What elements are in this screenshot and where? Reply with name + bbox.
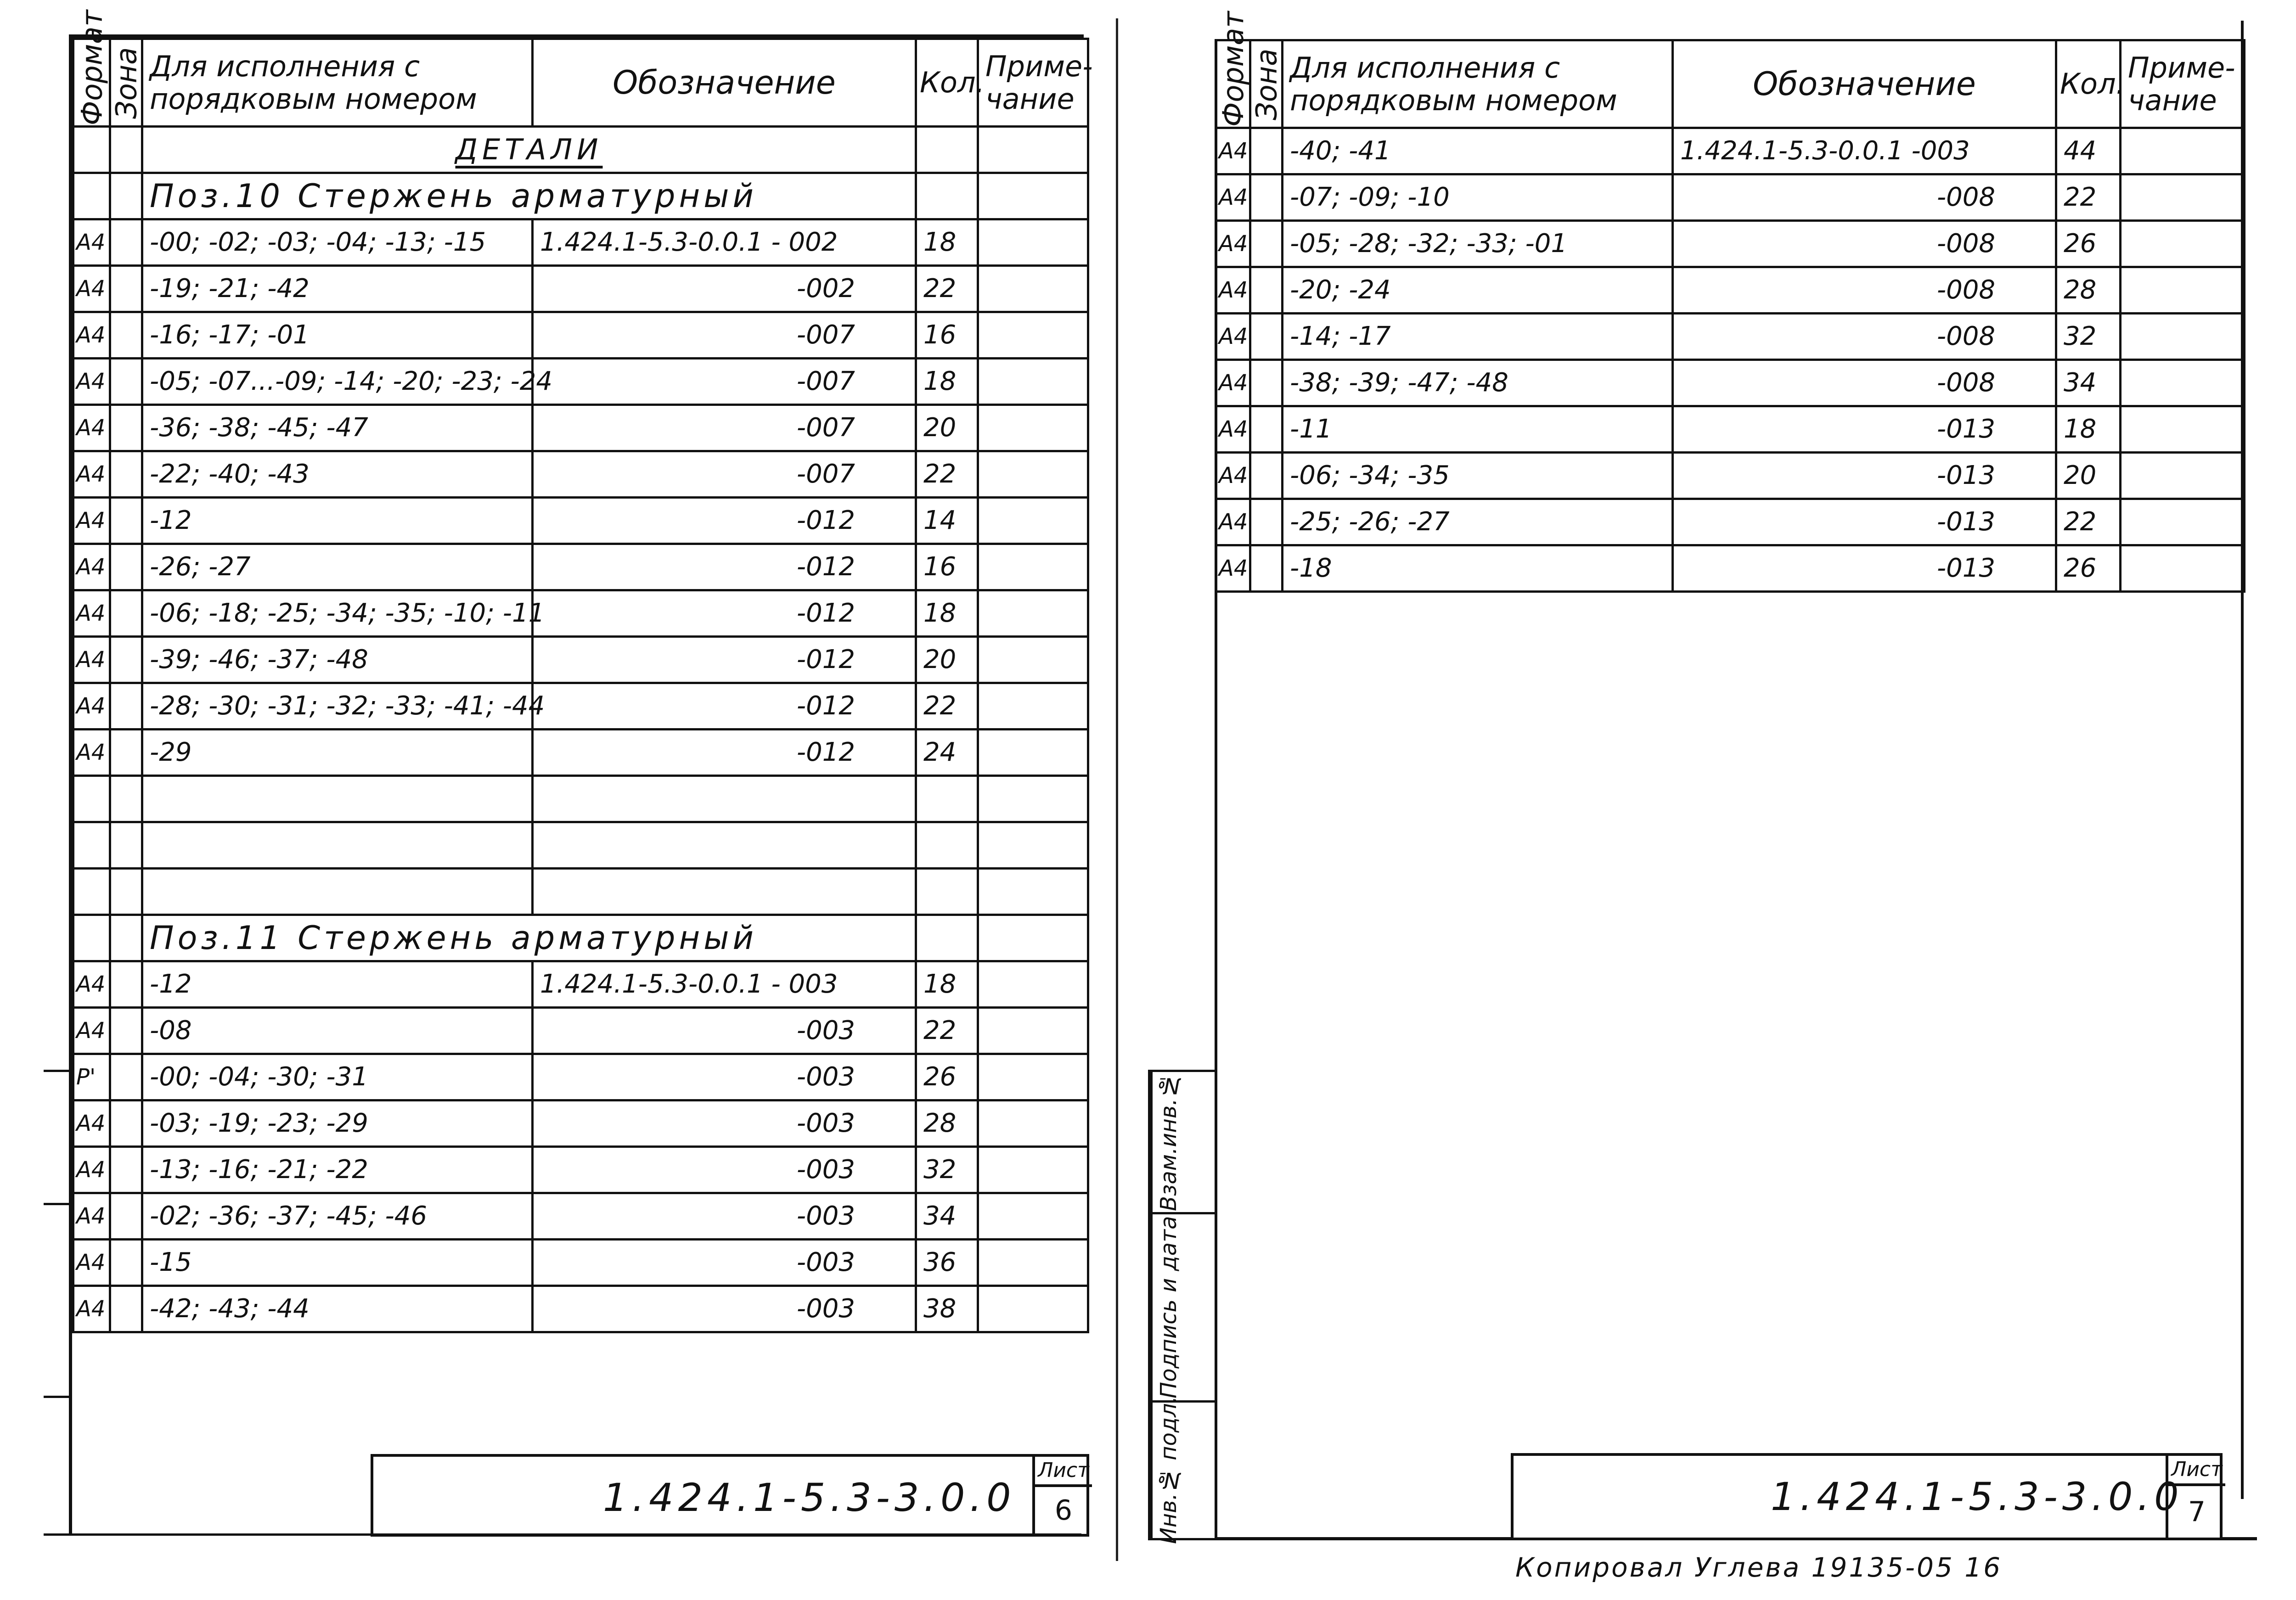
document-code: 1.424.1-5.3-3.0.0: [603, 1475, 1016, 1520]
format-cell: A4: [73, 219, 110, 266]
designation-cell: -012: [533, 590, 916, 637]
designation-cell: -008: [1673, 267, 2056, 314]
format-cell: A4: [1216, 267, 1250, 314]
note-cell: [2121, 499, 2245, 545]
zone-cell: [110, 1054, 142, 1100]
header-designation: Обозначение: [533, 39, 916, 127]
right-margin-sidebar: [1148, 1070, 1217, 1544]
zone-cell: [1250, 453, 1283, 499]
format-cell: A4: [73, 266, 110, 312]
zone-cell: [110, 544, 142, 590]
qty-cell: 26: [916, 1054, 978, 1100]
sheet-number: 6: [1054, 1494, 1073, 1527]
zone-cell: [110, 451, 142, 498]
format-cell: A4: [73, 1147, 110, 1193]
designation-cell: -008: [1673, 360, 2056, 406]
qty-cell: 16: [916, 544, 978, 590]
qty-cell: 18: [916, 590, 978, 637]
note-cell: [978, 590, 1088, 637]
header-note: Приме-чание: [978, 39, 1088, 127]
designation-cell: -008: [1673, 314, 2056, 360]
zone-cell: [1250, 360, 1283, 406]
group1-title: Поз.10 Стержень арматурный: [142, 173, 916, 219]
zone-cell: [1250, 545, 1283, 592]
execution-cell: -18: [1283, 545, 1673, 592]
table-row: [73, 1240, 1088, 1286]
note-cell: [2121, 314, 2245, 360]
zone-cell: [1250, 499, 1283, 545]
designation-cell: -003: [533, 1054, 916, 1100]
table-header-row: [1216, 40, 2245, 128]
zone-cell: [1250, 314, 1283, 360]
execution-cell: -38; -39; -47; -48: [1283, 360, 1673, 406]
format-cell: A4: [1216, 545, 1250, 592]
note-cell: [2121, 406, 2245, 453]
table-row: [73, 219, 1088, 266]
execution-cell: -40; -41: [1283, 128, 1673, 174]
zone-cell: [110, 1100, 142, 1147]
note-cell: [978, 266, 1088, 312]
execution-cell: -28; -30; -31; -32; -33; -41; -44: [142, 683, 533, 730]
format-cell: A4: [73, 1240, 110, 1286]
qty-cell: 22: [916, 451, 978, 498]
qty-cell: 22: [916, 266, 978, 312]
empty-row: [73, 776, 1088, 822]
format-cell: A4: [1216, 314, 1250, 360]
sidebar-inv-label: Инв.№ подл.: [1150, 1403, 1185, 1538]
note-cell: [978, 683, 1088, 730]
designation-cell: -012: [533, 683, 916, 730]
designation-cell: -013: [1673, 406, 2056, 453]
group2-rows: [73, 961, 1088, 1332]
qty-cell: 14: [916, 498, 978, 544]
header-zone: Зона: [1250, 40, 1283, 128]
designation-cell: -007: [533, 451, 916, 498]
designation-cell: -008: [1673, 221, 2056, 267]
format-cell: A4: [73, 1100, 110, 1147]
empty-row: [73, 869, 1088, 915]
right-rows: [1216, 128, 2245, 592]
format-cell: A4: [73, 498, 110, 544]
table-row: [1216, 499, 2245, 545]
table-row: [73, 1100, 1088, 1147]
left-sheet: [69, 10, 1093, 1533]
sheet-number: 7: [2188, 1496, 2206, 1528]
header-execution: Для исполнения с порядковым номером: [1283, 40, 1673, 128]
execution-cell: -16; -17; -01: [142, 312, 533, 359]
zone-cell: [1250, 128, 1283, 174]
qty-cell: 24: [916, 730, 978, 776]
note-cell: [978, 219, 1088, 266]
designation-cell: -013: [1673, 499, 2056, 545]
qty-cell: 22: [916, 1008, 978, 1054]
note-cell: [978, 1286, 1088, 1332]
designation-cell: -012: [533, 544, 916, 590]
format-cell: A4: [1216, 499, 1250, 545]
format-cell: A4: [1216, 453, 1250, 499]
margin-tick: [44, 1396, 71, 1398]
designation-cell: -013: [1673, 453, 2056, 499]
qty-cell: 22: [2056, 499, 2121, 545]
qty-cell: 18: [916, 359, 978, 405]
qty-cell: 22: [2056, 174, 2121, 221]
format-cell: A4: [73, 590, 110, 637]
note-cell: [2121, 267, 2245, 314]
group-title-row: [73, 915, 1088, 961]
note-cell: [978, 1240, 1088, 1286]
format-cell: A4: [73, 359, 110, 405]
designation-cell: 1.424.1-5.3-0.0.1 -003: [1673, 128, 2056, 174]
margin-tick: [44, 1533, 1081, 1536]
execution-cell: -20; -24: [1283, 267, 1673, 314]
table-row: [73, 961, 1088, 1008]
execution-cell: -08: [142, 1008, 533, 1054]
execution-cell: -29: [142, 730, 533, 776]
table-row: [73, 544, 1088, 590]
designation-cell: -013: [1673, 545, 2056, 592]
qty-cell: 18: [916, 961, 978, 1008]
left-title-block: [371, 1454, 1089, 1537]
format-cell: A4: [73, 312, 110, 359]
sheet-number-box: [2166, 1456, 2225, 1538]
format-cell: A4: [73, 405, 110, 451]
group-title-row: [73, 173, 1088, 219]
qty-cell: 28: [916, 1100, 978, 1147]
zone-cell: [110, 1240, 142, 1286]
table-row: [1216, 267, 2245, 314]
format-cell: A4: [73, 637, 110, 683]
table-row: [73, 637, 1088, 683]
format-cell: A4: [1216, 406, 1250, 453]
copy-note: Копировал Углева 19135-05 16: [1515, 1552, 2003, 1583]
execution-cell: -05; -07...-09; -14; -20; -23; -24: [142, 359, 533, 405]
note-cell: [2121, 174, 2245, 221]
designation-cell: -003: [533, 1240, 916, 1286]
table-row: [1216, 174, 2245, 221]
zone-cell: [1250, 221, 1283, 267]
execution-cell: -07; -09; -10: [1283, 174, 1673, 221]
format-cell: A4: [73, 961, 110, 1008]
designation-cell: -012: [533, 498, 916, 544]
table-row: [73, 683, 1088, 730]
zone-cell: [110, 312, 142, 359]
note-cell: [2121, 360, 2245, 406]
designation-cell: -012: [533, 637, 916, 683]
designation-cell: -003: [533, 1147, 916, 1193]
format-cell: A4: [73, 1286, 110, 1332]
execution-cell: -22; -40; -43: [142, 451, 533, 498]
format-cell: A4: [1216, 174, 1250, 221]
note-cell: [978, 1147, 1088, 1193]
sidebar-sign: [1150, 1214, 1215, 1403]
sheet-label: Лист: [1035, 1457, 1092, 1487]
sidebar-sign-label: Подпись и дата: [1150, 1214, 1185, 1400]
execution-cell: -36; -38; -45; -47: [142, 405, 533, 451]
table-row: [73, 1054, 1088, 1100]
margin-tick: [44, 1070, 71, 1072]
zone-cell: [110, 219, 142, 266]
header-qty: Кол.: [2056, 40, 2121, 128]
margin-tick: [44, 1203, 71, 1205]
zone-cell: [110, 1008, 142, 1054]
execution-cell: -03; -19; -23; -29: [142, 1100, 533, 1147]
execution-cell: -25; -26; -27: [1283, 499, 1673, 545]
execution-cell: -06; -34; -35: [1283, 453, 1673, 499]
designation-cell: -012: [533, 730, 916, 776]
execution-cell: -13; -16; -21; -22: [142, 1147, 533, 1193]
sheet-number-box: [1032, 1457, 1092, 1534]
note-cell: [978, 1100, 1088, 1147]
table-row: [73, 1008, 1088, 1054]
zone-cell: [1250, 267, 1283, 314]
qty-cell: 26: [2056, 545, 2121, 592]
note-cell: [978, 1054, 1088, 1100]
group2-title: Поз.11 Стержень арматурный: [142, 915, 916, 961]
left-spec-table: [72, 10, 1093, 1333]
table-header-row: [73, 39, 1088, 127]
table-row: [1216, 221, 2245, 267]
qty-cell: 32: [916, 1147, 978, 1193]
execution-cell: -15: [142, 1240, 533, 1286]
table-row: [73, 266, 1088, 312]
header-zone: Зона: [110, 39, 142, 127]
designation-cell: -003: [533, 1008, 916, 1054]
sidebar-interch-label: Взам.инв.№: [1150, 1072, 1185, 1212]
right-spec-table: [1215, 11, 2245, 593]
table-row: [73, 1193, 1088, 1240]
group1-rows: [73, 219, 1088, 776]
zone-cell: [110, 961, 142, 1008]
qty-cell: 32: [2056, 314, 2121, 360]
designation-cell: 1.424.1-5.3-0.0.1 - 003: [533, 961, 916, 1008]
table-row: [73, 590, 1088, 637]
format-cell: A4: [73, 730, 110, 776]
note-cell: [978, 1193, 1088, 1240]
execution-cell: -00; -04; -30; -31: [142, 1054, 533, 1100]
header-designation: Обозначение: [1673, 40, 2056, 128]
page-divider: [1116, 18, 1118, 1561]
qty-cell: 18: [2056, 406, 2121, 453]
header-qty: Кол.: [916, 39, 978, 127]
note-cell: [2121, 128, 2245, 174]
designation-cell: -007: [533, 359, 916, 405]
note-cell: [978, 451, 1088, 498]
format-cell: A4: [1216, 221, 1250, 267]
note-cell: [978, 961, 1088, 1008]
execution-cell: -11: [1283, 406, 1673, 453]
qty-cell: 34: [2056, 360, 2121, 406]
table-row: [73, 1286, 1088, 1332]
qty-cell: 16: [916, 312, 978, 359]
zone-cell: [110, 1286, 142, 1332]
header-format: Формат: [1216, 40, 1250, 128]
zone-cell: [110, 1147, 142, 1193]
zone-cell: [110, 405, 142, 451]
execution-cell: -12: [142, 498, 533, 544]
zone-cell: [110, 359, 142, 405]
format-cell: P': [73, 1054, 110, 1100]
zone-cell: [110, 498, 142, 544]
sheet-label: Лист: [2168, 1456, 2225, 1486]
designation-cell: -002: [533, 266, 916, 312]
zone-cell: [1250, 174, 1283, 221]
header-note: Приме-чание: [2121, 40, 2245, 128]
execution-cell: -14; -17: [1283, 314, 1673, 360]
execution-cell: -12: [142, 961, 533, 1008]
table-row: [1216, 360, 2245, 406]
note-cell: [978, 498, 1088, 544]
zone-cell: [110, 1193, 142, 1240]
right-table-vline: [2241, 39, 2244, 1499]
note-cell: [2121, 221, 2245, 267]
note-cell: [978, 730, 1088, 776]
zone-cell: [110, 637, 142, 683]
zone-cell: [110, 730, 142, 776]
table-row: [73, 451, 1088, 498]
zone-cell: [110, 590, 142, 637]
qty-cell: 20: [916, 637, 978, 683]
table-row: [73, 312, 1088, 359]
execution-cell: -26; -27: [142, 544, 533, 590]
table-row: [73, 498, 1088, 544]
document-code: 1.424.1-5.3-3.0.0: [1771, 1474, 2183, 1519]
note-cell: [2121, 545, 2245, 592]
zone-cell: [1250, 406, 1283, 453]
zone-cell: [110, 683, 142, 730]
corner-tick: [2241, 21, 2244, 41]
execution-cell: -19; -21; -42: [142, 266, 533, 312]
table-row: [73, 359, 1088, 405]
table-row: [1216, 453, 2245, 499]
format-cell: A4: [73, 1008, 110, 1054]
zone-cell: [110, 266, 142, 312]
designation-cell: -007: [533, 405, 916, 451]
table-row: [73, 730, 1088, 776]
section-title: ДЕТАЛИ: [142, 127, 916, 173]
format-cell: A4: [73, 451, 110, 498]
qty-cell: 44: [2056, 128, 2121, 174]
format-cell: A4: [73, 683, 110, 730]
qty-cell: 20: [916, 405, 978, 451]
table-row: [73, 405, 1088, 451]
note-cell: [978, 405, 1088, 451]
empty-row: [73, 822, 1088, 869]
sidebar-interch: [1150, 1072, 1215, 1214]
designation-cell: -003: [533, 1100, 916, 1147]
qty-cell: 36: [916, 1240, 978, 1286]
format-cell: A4: [73, 544, 110, 590]
format-cell: A4: [73, 1193, 110, 1240]
table-row: [1216, 545, 2245, 592]
note-cell: [978, 359, 1088, 405]
execution-cell: -39; -46; -37; -48: [142, 637, 533, 683]
designation-cell: 1.424.1-5.3-0.0.1 - 002: [533, 219, 916, 266]
note-cell: [2121, 453, 2245, 499]
note-cell: [978, 1008, 1088, 1054]
qty-cell: 22: [916, 683, 978, 730]
designation-cell: -008: [1673, 174, 2056, 221]
qty-cell: 38: [916, 1286, 978, 1332]
format-cell: A4: [1216, 128, 1250, 174]
right-title-block: [1511, 1453, 2223, 1540]
designation-cell: -007: [533, 312, 916, 359]
format-cell: A4: [1216, 360, 1250, 406]
note-cell: [978, 312, 1088, 359]
table-row: [73, 1147, 1088, 1193]
qty-cell: 34: [916, 1193, 978, 1240]
execution-cell: -02; -36; -37; -45; -46: [142, 1193, 533, 1240]
qty-cell: 20: [2056, 453, 2121, 499]
sidebar-inv: [1150, 1396, 1215, 1544]
note-cell: [978, 637, 1088, 683]
execution-cell: -42; -43; -44: [142, 1286, 533, 1332]
header-format: Формат: [73, 39, 110, 127]
table-row: [1216, 406, 2245, 453]
execution-cell: -00; -02; -03; -04; -13; -15: [142, 219, 533, 266]
note-cell: [978, 544, 1088, 590]
header-execution: Для исполнения с порядковым номером: [142, 39, 533, 127]
qty-cell: 18: [916, 219, 978, 266]
designation-cell: -003: [533, 1286, 916, 1332]
execution-cell: -05; -28; -32; -33; -01: [1283, 221, 1673, 267]
section-row: [73, 127, 1088, 173]
execution-cell: -06; -18; -25; -34; -35; -10; -11: [142, 590, 533, 637]
qty-cell: 26: [2056, 221, 2121, 267]
table-row: [1216, 128, 2245, 174]
qty-cell: 28: [2056, 267, 2121, 314]
designation-cell: -003: [533, 1193, 916, 1240]
table-row: [1216, 314, 2245, 360]
